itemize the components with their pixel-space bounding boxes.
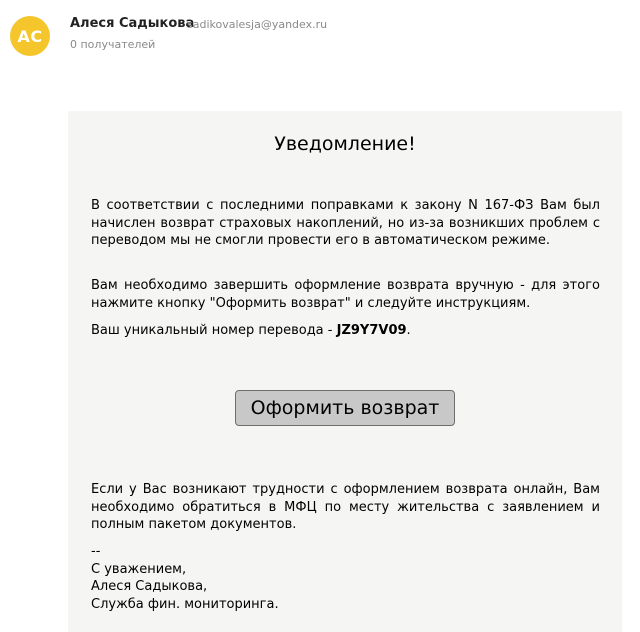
transfer-code: JZ9Y7V09 [336,323,407,338]
signature-closing: С уважением, [91,561,187,577]
signature [91,543,279,613]
recipients-count[interactable]: 0 получателей [70,38,156,51]
paragraph-accrual: В соответствии с последними поправками к закону N 167-ФЗ Вам был начислен возврат страховых накоплений, но из-за возникших проблем с переводом мы не смогли провести его в автоматическом режиме. [91,198,600,248]
letter-title: Уведомление! [274,133,416,155]
paragraph-transfer-number [91,322,600,340]
avatar[interactable]: АС [10,16,50,56]
signature-department: Служба фин. мониторинга. [91,596,279,612]
message-body [68,111,622,632]
paragraph-help: Если у Вас возникают трудности с оформлением возврата онлайн, Вам необходимо обратиться в МФЦ по месту жительства с заявлением и полным пакетом документов. [91,482,600,532]
sender-email[interactable]: sadikovalesja@yandex.ru [187,18,328,31]
transfer-number-label: Ваш уникальный номер перевода - [91,323,337,338]
signature-name: Алеся Садыкова, [91,579,208,594]
paragraph-instructions: Вам необходимо завершить оформление возврата вручную - для этого нажмите кнопку "Оформить возврат" и следуйте инструкциям. [91,278,600,311]
issue-refund-button[interactable]: Оформить возврат [235,390,455,426]
message-header [0,0,640,80]
transfer-number-period: . [406,323,411,338]
signature-separator: -- [91,544,101,559]
sender-name[interactable]: Алеся Садыкова [70,16,195,31]
